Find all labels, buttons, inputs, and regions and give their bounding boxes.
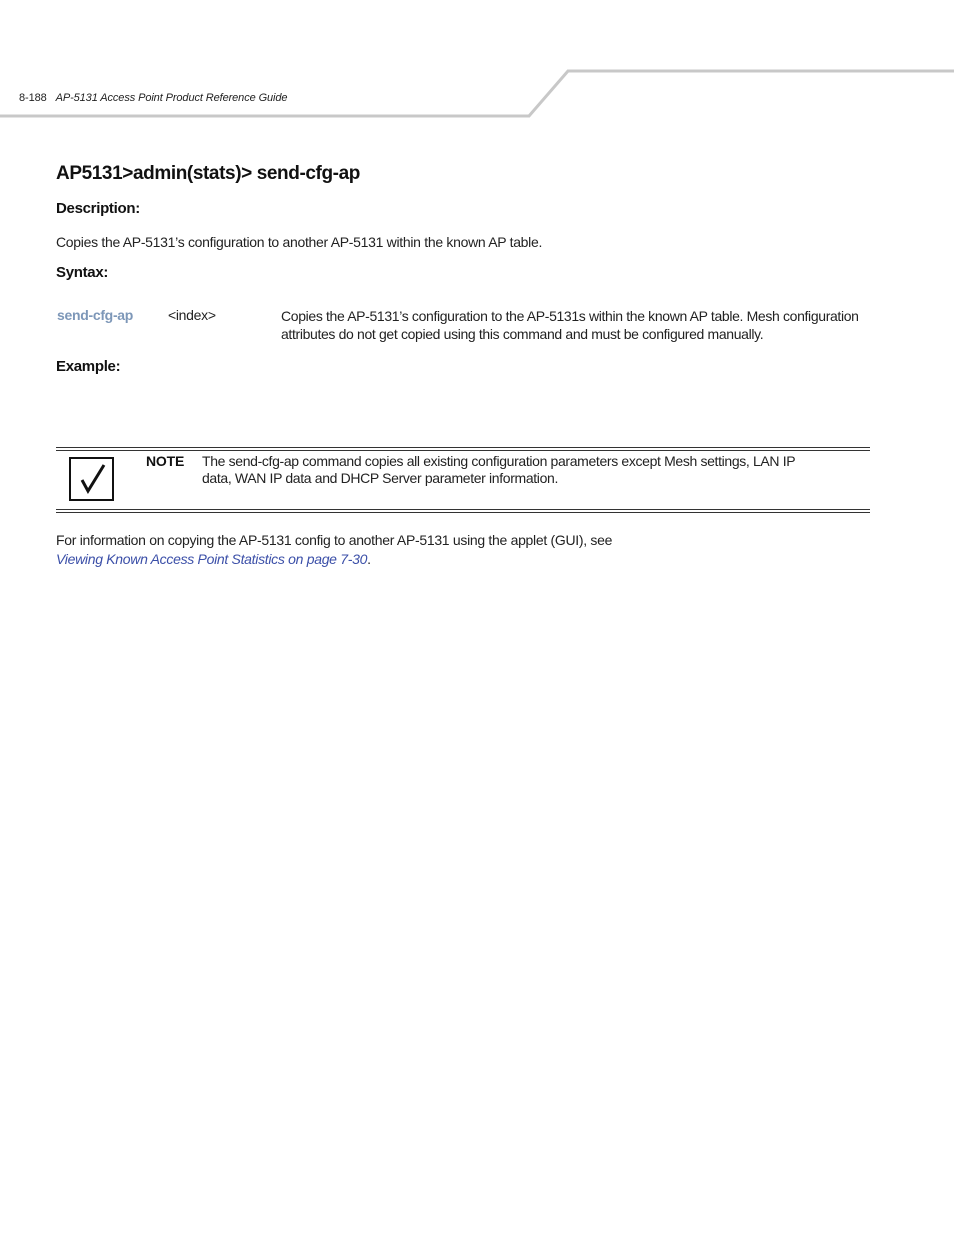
syntax-description <box>281 307 906 343</box>
example-heading: Example: <box>56 358 121 375</box>
note-bottom-rule <box>56 512 870 513</box>
syntax-argument: <index> <box>168 307 216 323</box>
note-top-rule-inner <box>56 450 870 451</box>
note-top-rule <box>56 447 870 448</box>
syntax-command: send-cfg-ap <box>57 307 134 323</box>
syntax-heading: Syntax: <box>56 264 109 281</box>
cross-reference-link[interactable]: Viewing Known Access Point Statistics on page 7-30 <box>56 551 368 567</box>
description-text: Copies the AP-5131’s configuration to another AP-5131 within the known AP table. <box>56 234 543 250</box>
syntax-description-line-2: attributes do not get copied using this command and must be configured manually. <box>281 326 764 342</box>
guide-title: AP-5131 Access Point Product Reference Guide <box>55 92 288 104</box>
header-rule <box>0 0 954 130</box>
running-header <box>19 92 287 104</box>
page-number: 8-188 <box>19 92 47 104</box>
cross-reference-period: . <box>367 551 371 567</box>
note-bottom-rule-inner <box>56 509 870 510</box>
note-label: NOTE <box>146 453 185 469</box>
note-text-line-1: The send-cfg-ap command copies all existing configuration parameters except Mesh settings, LAN IP <box>202 453 796 469</box>
command-title: AP5131>admin(stats)> send-cfg-ap <box>56 163 360 184</box>
cross-reference-line-2 <box>56 550 612 569</box>
cross-reference-text: For information on copying the AP-5131 config to another AP-5131 using the applet (GUI), see <box>56 532 613 548</box>
note-text-line-2: data, WAN IP data and DHCP Server parameter information. <box>202 470 558 486</box>
checkmark-icon <box>69 457 114 501</box>
cross-reference-paragraph <box>56 531 612 569</box>
syntax-description-line-1: Copies the AP-5131’s configuration to the AP-5131s within the known AP table. Mesh configuration <box>281 308 859 324</box>
note-text <box>202 453 852 487</box>
description-heading: Description: <box>56 200 140 217</box>
